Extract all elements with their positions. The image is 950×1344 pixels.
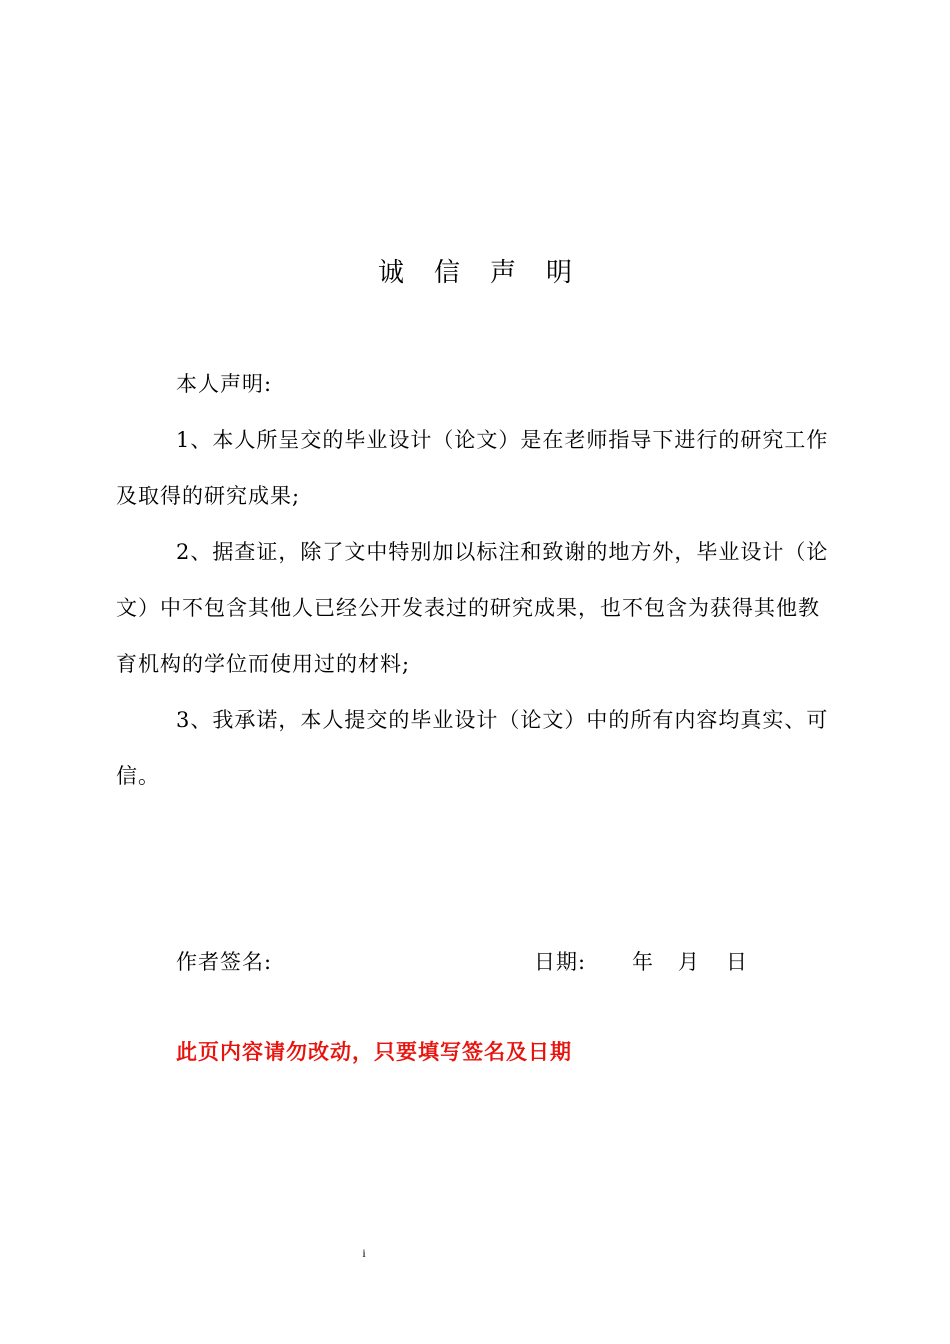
page-title: 诚信声明 [377,258,602,288]
declaration-item-3: 3、我承诺，本人提交的毕业设计（论文）中的所有内容均真实、可信。 [116,708,829,788]
date-month-label: 月 [678,950,700,974]
date-year-label: 年 [632,950,654,974]
declaration-item-2: 2、据查证，除了文中特别加以标注和致谢的地方外，毕业设计（论文）中不包含其他人已经公开发表过的研究成果，也不包含为获得其他教育机构的学位而使用过的材料; [116,540,829,676]
signature-label: 作者签名: [176,950,273,974]
page-number: i [362,1246,366,1260]
declaration-body [116,356,838,804]
declaration-intro: 本人声明: [176,372,273,396]
declaration-item-1: 1、本人所呈交的毕业设计（论文）是在老师指导下进行的研究工作及取得的研究成果; [116,428,829,508]
date-day-label: 日 [726,950,748,974]
signature-row [176,946,836,990]
date-label: 日期: [534,950,587,974]
notice-text: 此页内容请勿改动，只要填写签名及日期 [176,1040,572,1064]
